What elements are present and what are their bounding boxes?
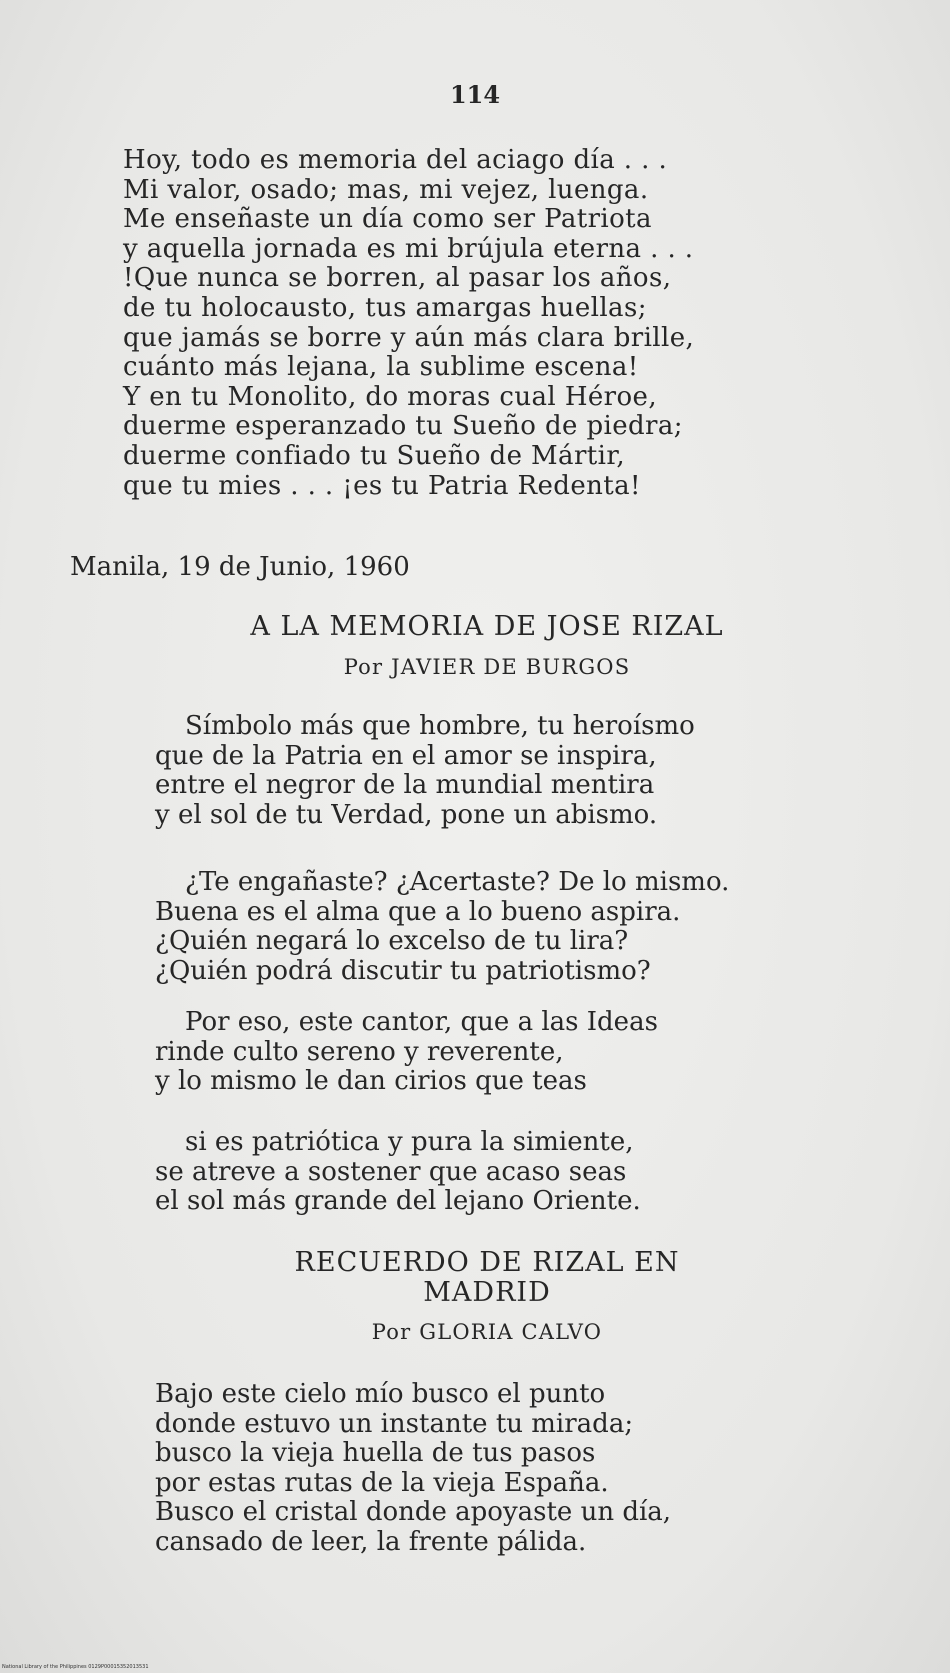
sonnet-stanza	[155, 1128, 641, 1217]
poem-line: Bajo este cielo mío busco el punto	[155, 1379, 606, 1409]
poem-line: que de la Patria en el amor se inspira,	[155, 740, 657, 771]
poem-line: de tu holocausto, tus amargas huellas;	[123, 292, 647, 323]
poem-line: Símbolo más que hombre, tu heroísmo	[185, 711, 695, 741]
sonnet-stanza	[155, 712, 695, 830]
poem-line: ¿Quién podrá discutir tu patriotismo?	[155, 955, 651, 986]
poem-line: que jamás se borre y aún más clara brille,	[123, 322, 695, 353]
poem-title-line: MADRID	[423, 1277, 551, 1308]
sonnet-stanza	[155, 1008, 658, 1097]
poem-line: Hoy, todo es memoria del aciago día . . .	[123, 145, 668, 175]
poem-line: Me enseñaste un día como ser Patriota	[123, 204, 652, 235]
poem-line: ¿Te engañaste? ¿Acertaste? De lo mismo.	[185, 867, 730, 897]
poem-title: A LA MEMORIA DE JOSE RIZAL	[250, 611, 724, 642]
poem-title-line: RECUERDO DE RIZAL EN	[294, 1247, 680, 1278]
poem-line: !Que nunca se borren, al pasar los años,	[123, 263, 672, 294]
poem-line: donde estuvo un instante tu mirada;	[155, 1408, 634, 1439]
poem-line: por estas rutas de la vieja España.	[155, 1467, 609, 1498]
poem-line: cuánto más lejana, la sublime escena!	[123, 352, 639, 383]
poem-line: y el sol de tu Verdad, pone un abismo.	[155, 799, 658, 830]
page-number: 114	[449, 80, 501, 109]
poem-line: y lo mismo le dan cirios que teas	[155, 1066, 587, 1097]
dateline: Manila, 19 de Junio, 1960	[70, 552, 410, 582]
poem-line: duerme esperanzado tu Sueño de piedra;	[123, 411, 683, 442]
poem-line: Buena es el alma que a lo bueno aspira.	[155, 896, 681, 927]
poem-line: Busco el cristal donde apoyaste un día,	[155, 1497, 672, 1528]
poem-line: se atreve a sostener que acaso seas	[155, 1156, 627, 1187]
poem-line: el sol más grande del lejano Oriente.	[155, 1186, 641, 1217]
poem-title	[12, 1248, 950, 1308]
poem-line: duerme confiado tu Sueño de Mártir,	[123, 440, 625, 471]
poem-line: rinde culto sereno y reverente,	[155, 1036, 564, 1067]
poem-line: y aquella jornada es mi brújula eterna . . .	[123, 233, 694, 264]
poem-byline: Por JAVIER DE BURGOS	[343, 655, 631, 679]
poem-line: Y en tu Monolito, do moras cual Héroe,	[123, 381, 658, 412]
poem-line: Por eso, este cantor, que a las Ideas	[185, 1007, 658, 1037]
poem-line: si es patriótica y pura la simiente,	[185, 1127, 634, 1157]
poem-line: ¿Quién negará lo excelso de tu lira?	[155, 926, 629, 957]
poem-line: entre el negror de la mundial mentira	[155, 770, 655, 801]
sonnet-stanza	[155, 868, 729, 986]
poem-continuation	[123, 146, 950, 501]
poem-line: cansado de leer, la frente pálida.	[155, 1526, 587, 1557]
poem-line: Mi valor, osado; mas, mi vejez, luenga.	[123, 174, 649, 205]
scan-footer: National Library of the Philippines 0129P00015352013531	[2, 1664, 149, 1670]
poem-stanza	[155, 1380, 671, 1558]
poem-line: que tu mies . . . ¡es tu Patria Redenta!	[123, 470, 641, 501]
poem-line: busco la vieja huella de tus pasos	[155, 1438, 596, 1469]
poem-byline: Por GLORIA CALVO	[371, 1320, 603, 1344]
